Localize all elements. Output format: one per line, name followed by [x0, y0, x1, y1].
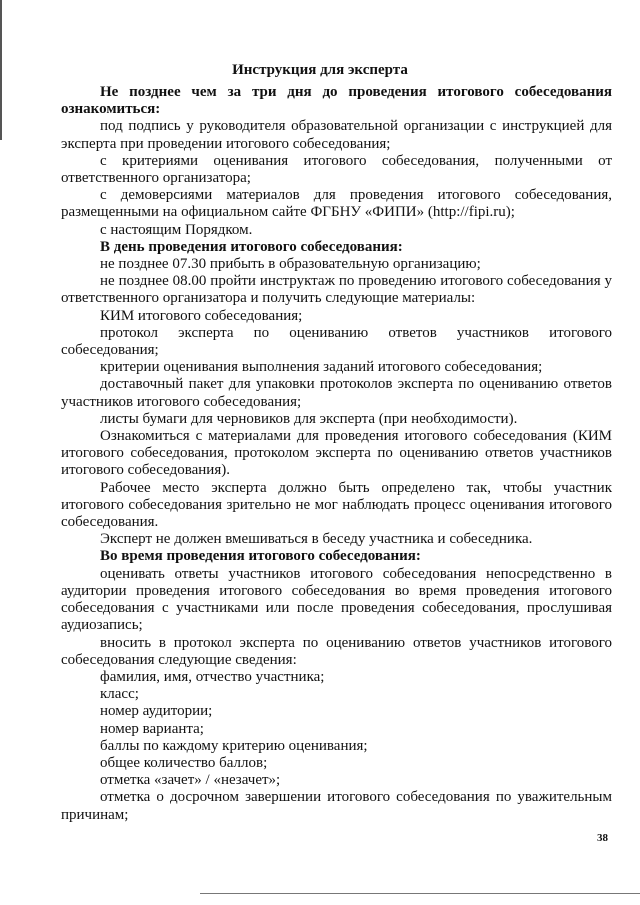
paragraph: Эксперт не должен вмешиваться в беседу участника и собеседника.	[100, 531, 533, 548]
page-title: Инструкция для эксперта	[232, 62, 408, 78]
paragraph: с демоверсиями материалов для проведения итогового собеседования, размещенными на официальном сайте ФГБНУ «ФИПИ» (http://fipi.ru);	[61, 187, 612, 221]
page-number: 38	[597, 832, 608, 844]
paragraph: Рабочее место эксперта должно быть определено так, чтобы участник итогового собеседования зрительно не мог наблюдать процесс оценивания итогового собеседования.	[61, 479, 612, 531]
paragraph: не позднее 07.30 прибыть в образовательную организацию;	[100, 256, 481, 273]
paragraph: номер варианта;	[100, 720, 204, 737]
paragraph: общее количество баллов;	[100, 754, 268, 771]
section-heading: Не позднее чем за три дня до проведения итогового собеседования ознакомиться:	[61, 84, 612, 118]
paragraph: с настоящим Порядком.	[100, 221, 253, 238]
paragraph: вносить в протокол эксперта по оцениванию ответов участников итогового собеседования следующие сведения:	[61, 634, 612, 668]
paragraph: оценивать ответы участников итогового собеседования непосредственно в аудитории проведения итогового собеседования во время проведения итогового собеседования с участниками или после проведения собеседования, прослушивая аудиозапись;	[61, 565, 612, 634]
paragraph: доставочный пакет для упаковки протоколов эксперта по оцениванию ответов участников итогового собеседования;	[61, 376, 612, 410]
paragraph: протокол эксперта по оцениванию ответов участников итогового собеседования;	[61, 324, 612, 359]
paragraph: не позднее 08.00 пройти инструктаж по проведению итогового собеседования у ответственного организатора и получить следующие материалы:	[61, 273, 612, 307]
section-heading: В день проведения итогового собеседования:	[100, 238, 403, 255]
footer-rule	[200, 893, 640, 894]
paragraph: номер аудитории;	[100, 703, 213, 720]
paragraph: класс;	[100, 686, 139, 703]
document-body	[61, 84, 612, 824]
paragraph: критерии оценивания выполнения заданий итогового собеседования;	[100, 359, 543, 376]
paragraph: отметка «зачет» / «незачет»;	[100, 772, 281, 789]
paragraph: баллы по каждому критерию оценивания;	[100, 737, 368, 754]
paragraph: КИМ итогового собеседования;	[100, 307, 303, 324]
paragraph: фамилия, имя, отчество участника;	[100, 668, 325, 685]
paragraph: Ознакомиться с материалами для проведения итогового собеседования (КИМ итогового собеседования, протоколом эксперта по оцениванию ответов участников итогового собеседования).	[61, 428, 612, 479]
paragraph: листы бумаги для черновиков для эксперта (при необходимости).	[100, 410, 518, 427]
section-heading: Во время проведения итогового собеседования:	[100, 548, 421, 565]
paragraph: с критериями оценивания итогового собеседования, полученными от ответственного организатора;	[61, 152, 612, 187]
paragraph: под подпись у руководителя образовательной организации с инструкцией для эксперта при проведении итогового собеседования;	[61, 118, 612, 152]
paragraph: отметка о досрочном завершении итогового собеседования по уважительным причинам;	[61, 789, 612, 823]
